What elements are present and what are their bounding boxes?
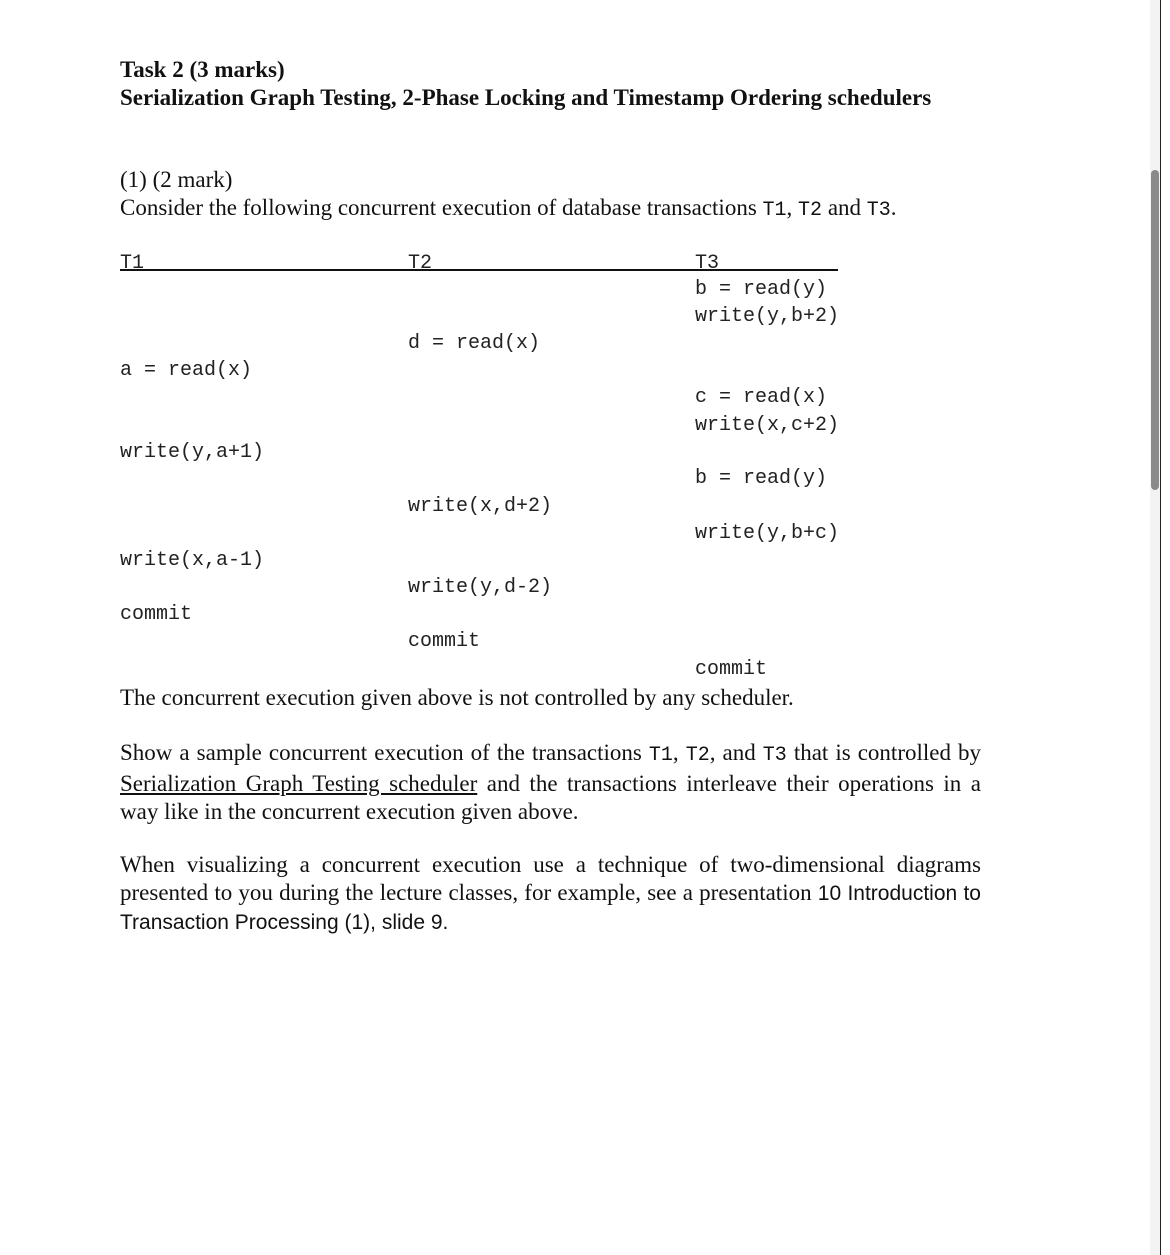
t3-op-read-y-2: b = read(y)	[695, 467, 828, 490]
t2-op-write-y-d2: write(y,d-2)	[408, 576, 553, 599]
question-text-1: Show a sample concurrent execution of the transactions	[120, 740, 649, 765]
t3-op-write-y-b2: write(y,b+2)	[695, 305, 840, 328]
t3-op-read-x: c = read(x)	[695, 386, 828, 409]
intro-text: Consider the following concurrent execution of database transactions	[120, 195, 763, 220]
intro-period: .	[890, 195, 897, 220]
visualizing-paragraph	[120, 851, 981, 937]
part-label: (1) (2 mark)	[120, 167, 233, 192]
t1-op-commit: commit	[120, 603, 193, 626]
task-title: Task 2 (3 marks)	[120, 57, 285, 82]
question-sep-2: , and	[709, 740, 763, 765]
t3-op-read-y: b = read(y)	[695, 278, 828, 301]
t3-op-commit: commit	[695, 658, 768, 681]
intro-sep: ,	[786, 195, 799, 220]
scheduler-note: The concurrent execution given above is not controlled by any scheduler.	[120, 685, 794, 710]
visualizing-reference: 10 Introduction to Transaction Processing (1), slide 9.	[120, 882, 981, 934]
t3-op-write-y-bc: write(y,b+c)	[695, 522, 840, 545]
question-t2: T2	[685, 744, 710, 767]
t1-op-read-x: a = read(x)	[120, 359, 253, 382]
intro-t2: T2	[798, 199, 823, 222]
question-sep-1: ,	[672, 740, 686, 765]
visualizing-text: When visualizing a concurrent execution use a technique of two-dimensional diagrams presented to you during the lecture classes, for example, see a presentation	[120, 852, 981, 905]
intro-t3: T3	[866, 199, 891, 222]
page-border	[1160, 0, 1161, 1255]
t2-op-commit: commit	[408, 630, 481, 653]
part-intro	[120, 194, 897, 225]
scrollbar-thumb[interactable]	[1151, 170, 1159, 490]
task-subtitle: Serialization Graph Testing, 2-Phase Locking and Timestamp Ordering schedulers	[120, 85, 932, 110]
column-header-t3: T3	[695, 252, 720, 275]
question-t3: T3	[762, 744, 787, 767]
question-text-3: and the transactions interleave their operations in a way like in the concurrent execution given above.	[120, 771, 981, 824]
header-rule	[120, 269, 838, 271]
t1-op-write-y-a1: write(y,a+1)	[120, 441, 265, 464]
column-header-t1: T1	[120, 252, 145, 275]
t2-op-write-x-d2: write(x,d+2)	[408, 495, 553, 518]
question-t1: T1	[648, 744, 673, 767]
sgt-scheduler-link[interactable]: Serialization Graph Testing scheduler	[120, 771, 478, 796]
intro-t1: T1	[762, 199, 787, 222]
t1-op-write-x-a1: write(x,a-1)	[120, 549, 265, 572]
question-text-2: that is controlled by	[786, 740, 981, 765]
t2-op-read-x: d = read(x)	[408, 332, 541, 355]
question-paragraph	[120, 739, 981, 826]
column-header-t2: T2	[408, 252, 433, 275]
intro-and: and	[822, 195, 867, 220]
t3-op-write-x-c2: write(x,c+2)	[695, 414, 840, 437]
